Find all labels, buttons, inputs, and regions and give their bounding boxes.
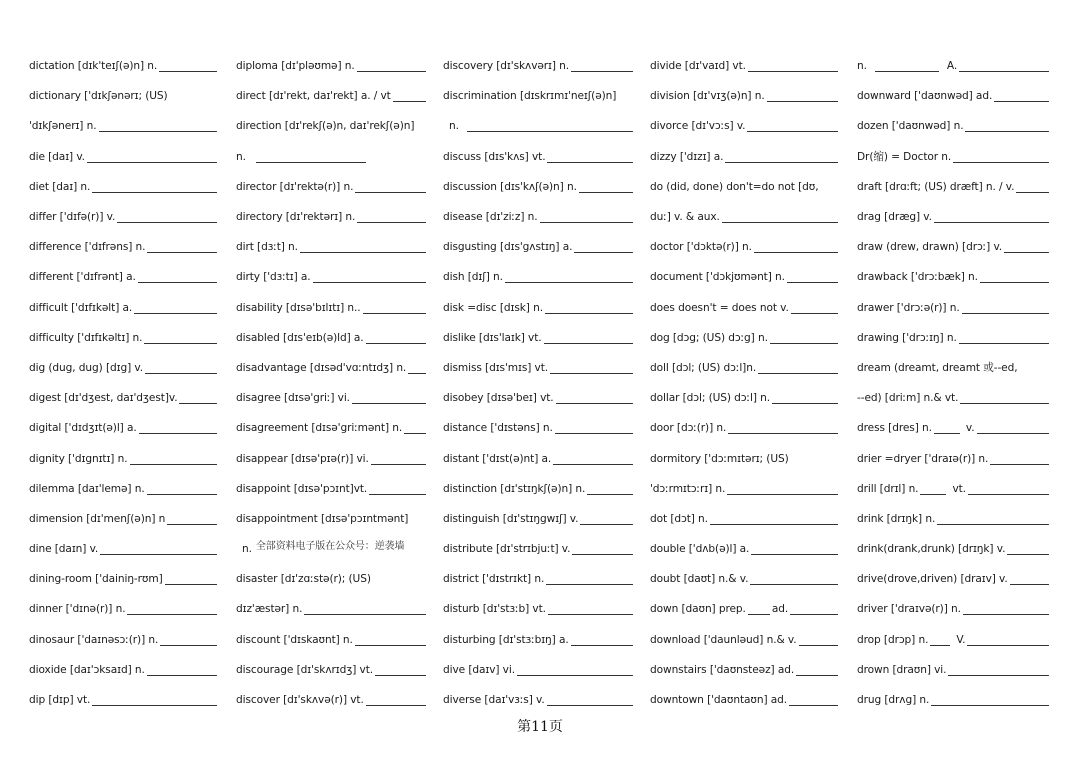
answer-blank[interactable]	[355, 191, 426, 193]
answer-blank[interactable]	[375, 674, 426, 676]
answer-blank[interactable]	[256, 161, 366, 163]
entry-discrimination: discrimination [dɪskrɪmɪ'neɪʃ(ə)n]	[443, 90, 617, 103]
entry-disaster-cont: dɪz'æstər] n.	[236, 594, 428, 624]
answer-blank[interactable]	[87, 161, 217, 163]
entry-dozen: dozen ['daʊnwəd] n.	[857, 111, 1051, 141]
entry-downward: downward ['daʊnwəd] ad.	[857, 81, 1051, 111]
answer-blank[interactable]	[147, 493, 217, 495]
entry-disagreement: disagreement [dɪsə'griːmənt] n.	[236, 413, 428, 443]
column-4	[650, 51, 840, 715]
answer-blank[interactable]	[366, 342, 426, 344]
entry-disabled: disabled [dɪs'eɪb(ə)ld] a.	[236, 323, 428, 353]
answer-blank[interactable]	[371, 463, 426, 465]
answer-blank[interactable]	[770, 342, 838, 344]
answer-blank[interactable]	[758, 372, 838, 374]
answer-blank[interactable]	[363, 312, 426, 314]
answer-blank[interactable]	[165, 583, 217, 585]
entry-n-cont: n. A.	[857, 51, 1051, 81]
answer-blank[interactable]	[544, 342, 633, 344]
answer-blank[interactable]	[579, 191, 633, 193]
answer-blank[interactable]	[366, 704, 426, 706]
entry-disappointment-cont: n. 全部资料电子版在公众号：逆袭墙	[236, 534, 428, 564]
answer-blank[interactable]	[962, 312, 1049, 314]
answer-blank[interactable]	[580, 523, 633, 525]
answer-blank[interactable]	[404, 432, 426, 434]
entry-drawback: drawback ['drɔːbæk] n.	[857, 262, 1051, 292]
answer-blank[interactable]	[357, 70, 426, 72]
entry-diploma: diploma [dɪ'pləʊmə] n.	[236, 51, 428, 81]
answer-blank[interactable]	[722, 221, 838, 223]
answer-blank[interactable]	[92, 704, 217, 706]
entry-diverse: diverse [daɪ'vɜːs] v.	[443, 685, 635, 715]
entry-digest: digest [dɪ'dʒest, daɪ'dʒest]v.	[29, 383, 219, 413]
page-number: 第11页	[517, 719, 563, 735]
answer-blank[interactable]	[772, 402, 838, 404]
answer-blank[interactable]	[130, 463, 218, 465]
entry-dormitory: dormitory ['dɔːmɪtərɪ; (US)	[650, 452, 789, 465]
entry-downstairs: downstairs ['daʊnsteəz] ad.	[650, 655, 840, 685]
entry-does: does doesn't = does not v.	[650, 293, 840, 323]
answer-blank[interactable]	[994, 100, 1049, 102]
entry-doll: doll [dɔl; (US) dɔːl]n.	[650, 353, 840, 383]
entry-drive: drive(drove,driven) [draɪv] v.	[857, 564, 1051, 594]
answer-blank[interactable]	[100, 553, 217, 555]
entry-dress: dress [dres] n. v.	[857, 413, 1051, 443]
entry-dip: dip [dɪp] vt.	[29, 685, 219, 715]
answer-blank[interactable]	[571, 644, 633, 646]
answer-blank[interactable]	[127, 613, 217, 615]
entry-dirty: dirty ['dɜːtɪ] a.	[236, 262, 428, 292]
entry-drown: drown [draʊn] vi.	[857, 655, 1051, 685]
entry-downtown: downtown ['daʊntaʊn] ad.	[650, 685, 840, 715]
entry-dive: dive [daɪv] vi.	[443, 655, 635, 685]
entry-discourage: discourage [dɪ'skʌrɪdʒ] vt.	[236, 655, 428, 685]
entry-dictation: dictation [dɪk'teɪʃ(ə)n] n.	[29, 51, 219, 81]
entry-disagree: disagree [dɪsə'griː] vi.	[236, 383, 428, 413]
answer-blank[interactable]	[967, 644, 1049, 646]
entry-distribute: distribute [dɪ'strɪbjuːt] v.	[443, 534, 635, 564]
entry-discovery: discovery [dɪ'skʌvərɪ] n.	[443, 51, 635, 81]
entry-distance: distance ['dɪstəns] n.	[443, 413, 635, 443]
answer-blank[interactable]	[789, 704, 838, 706]
entry-divide: divide [dɪ'vaɪd] vt.	[650, 51, 840, 81]
answer-blank[interactable]	[467, 130, 633, 132]
entry-drawer: drawer ['drɔːə(r)] n.	[857, 293, 1051, 323]
entry-dollar: dollar [dɔl; (US) dɔːl] n.	[650, 383, 840, 413]
entry-disturbing: disturbing [dɪ'stɜːbɪŋ] a.	[443, 625, 635, 655]
entry-differ: differ ['dɪfə(r)] v.	[29, 202, 219, 232]
answer-blank[interactable]	[144, 342, 217, 344]
answer-blank[interactable]	[728, 432, 838, 434]
entry-dr: Dr(缩) = Doctor n.	[857, 142, 1051, 172]
answer-blank[interactable]	[517, 674, 633, 676]
entry-district: district ['dɪstrɪkt] n.	[443, 564, 635, 594]
answer-blank[interactable]	[555, 432, 633, 434]
entry-discuss: discuss [dɪs'kʌs] vt.	[443, 142, 635, 172]
entry-distinguish: distinguish [dɪ'stɪŋgwɪʃ] v.	[443, 504, 635, 534]
entry-difficulty: difficulty ['dɪfɪkəltɪ] n.	[29, 323, 219, 353]
answer-blank[interactable]	[571, 70, 633, 72]
answer-blank[interactable]	[931, 704, 1049, 706]
entry-disaster: disaster [dɪ'zɑːstə(r); (US)	[236, 573, 371, 586]
answer-blank[interactable]	[147, 251, 217, 253]
answer-blank[interactable]	[553, 463, 633, 465]
answer-blank[interactable]	[313, 281, 426, 283]
entry-dilemma: dilemma [daɪ'lemə] n.	[29, 474, 219, 504]
entry-digital: digital ['dɪdʒɪt(ə)l] a.	[29, 413, 219, 443]
answer-blank[interactable]	[963, 613, 1049, 615]
entry-dream: dream (dreamt, dreamt 或--ed,	[857, 362, 1018, 375]
answer-blank[interactable]	[959, 70, 1049, 72]
answer-blank[interactable]	[953, 161, 1049, 163]
answer-blank[interactable]	[787, 281, 838, 283]
entry-difficult: difficult ['dɪfɪkəlt] a.	[29, 293, 219, 323]
column-1	[29, 51, 219, 715]
entry-direction: direction [dɪ'rekʃ(ə)n, daɪ'rekʃ(ə)n]	[236, 120, 415, 133]
entry-dot: dot [dɔt] n.	[650, 504, 840, 534]
answer-blank[interactable]	[138, 281, 217, 283]
answer-blank[interactable]	[393, 100, 426, 102]
entry-disturb: disturb [dɪ'stɜːb] vt.	[443, 594, 635, 624]
entry-different: different ['dɪfrənt] a.	[29, 262, 219, 292]
entry-doubt: doubt [daʊt] n.& v.	[650, 564, 840, 594]
answer-blank[interactable]	[968, 493, 1049, 495]
entry-draw: draw (drew, drawn) [drɔː] v.	[857, 232, 1051, 262]
answer-blank[interactable]	[159, 70, 217, 72]
answer-blank[interactable]	[948, 674, 1049, 676]
entry-direction-cont: n.	[236, 142, 428, 172]
answer-blank[interactable]	[727, 493, 838, 495]
entry-discussion: discussion [dɪs'kʌʃ(ə)n] n.	[443, 172, 635, 202]
answer-blank[interactable]	[167, 523, 217, 525]
answer-blank[interactable]	[791, 312, 838, 314]
entry-drop: drop [drɔp] n. V.	[857, 625, 1051, 655]
answer-blank[interactable]	[1016, 191, 1049, 193]
answer-blank[interactable]	[548, 613, 633, 615]
answer-blank[interactable]	[990, 463, 1049, 465]
entry-drink-n: drink [drɪŋk] n.	[857, 504, 1051, 534]
entry-distinction: distinction [dɪ'stɪŋkʃ(ə)n] n.	[443, 474, 635, 504]
answer-blank[interactable]	[556, 402, 633, 404]
entry-download: download ['daunləud] n.& v.	[650, 625, 840, 655]
answer-blank[interactable]	[550, 372, 633, 374]
entry-do: do (did, done) don't=do not [dʊ,	[650, 180, 819, 193]
answer-blank[interactable]	[540, 221, 633, 223]
entry-dream-cont: --ed) [driːm] n.& vt.	[857, 383, 1051, 413]
entry-dining-room: dining-room ['dainiŋ-rʊm]	[29, 564, 219, 594]
entry-direct: direct [dɪ'rekt, daɪ'rekt] a. / vt	[236, 81, 428, 111]
answer-blank[interactable]	[587, 493, 633, 495]
answer-blank[interactable]	[1004, 251, 1049, 253]
entry-disk: disk =disc [dɪsk] n.	[443, 293, 635, 323]
entry-disappointment: disappointment [dɪsə'pɔɪntmənt]	[236, 512, 409, 525]
entry-dignity: dignity ['dɪgnɪtɪ] n.	[29, 443, 219, 473]
entry-dislike: dislike [dɪs'laɪk] vt.	[443, 323, 635, 353]
answer-blank[interactable]	[179, 402, 217, 404]
answer-blank[interactable]	[937, 523, 1049, 525]
watermark: 全部资料电子版在公众号：逆袭墙	[255, 540, 405, 552]
entry-disadvantage: disadvantage [dɪsəd'vɑːntɪdʒ] n.	[236, 353, 428, 383]
answer-blank[interactable]	[352, 402, 426, 404]
answer-blank[interactable]	[980, 281, 1049, 283]
answer-blank[interactable]	[545, 312, 633, 314]
entry-dig: dig (dug, dug) [dɪg] v.	[29, 353, 219, 383]
answer-blank[interactable]	[408, 372, 426, 374]
entry-division: division [dɪ'vɪʒ(ə)n] n.	[650, 81, 840, 111]
entry-drier: drier =dryer ['draɪə(r)] n.	[857, 443, 1051, 473]
entry-dinner: dinner ['dɪnə(r)] n.	[29, 594, 219, 624]
entry-doctor: doctor ['dɔktə(r)] n.	[650, 232, 840, 262]
answer-blank[interactable]	[574, 251, 633, 253]
answer-blank[interactable]	[147, 674, 217, 676]
answer-blank[interactable]	[799, 644, 838, 646]
answer-blank[interactable]	[790, 613, 838, 615]
answer-blank[interactable]	[747, 130, 838, 132]
entry-difference: difference ['dɪfrəns] n.	[29, 232, 219, 262]
answer-blank[interactable]	[572, 553, 633, 555]
entry-disability: disability [dɪsə'bɪlɪtɪ] n..	[236, 293, 428, 323]
entry-discount: discount ['dɪskaʊnt] n.	[236, 625, 428, 655]
answer-blank[interactable]	[117, 221, 217, 223]
answer-blank[interactable]	[959, 342, 1049, 344]
entry-dictionary-cont: 'dɪkʃənerɪ] n.	[29, 111, 219, 141]
entry-disappoint: disappoint [dɪsə'pɔɪnt]vt.	[236, 474, 428, 504]
entry-disobey: disobey [dɪsə'beɪ] vt.	[443, 383, 635, 413]
entry-do-cont: duː] v. & aux.	[650, 202, 840, 232]
answer-blank[interactable]	[960, 402, 1049, 404]
column-5	[857, 51, 1051, 715]
entry-draft: draft [drɑːft; (US) dræft] n. / v.	[857, 172, 1051, 202]
answer-blank[interactable]	[145, 372, 217, 374]
answer-blank[interactable]	[750, 583, 838, 585]
entry-directory: directory [dɪ'rektərɪ] n.	[236, 202, 428, 232]
answer-blank[interactable]	[965, 130, 1049, 132]
entry-dormitory-cont: 'dɔːrmɪtɔːrɪ] n.	[650, 474, 840, 504]
answer-blank[interactable]	[369, 493, 426, 495]
entry-driver: driver ['draɪvə(r)] n.	[857, 594, 1051, 624]
entry-dizzy: dizzy ['dɪzɪ] a.	[650, 142, 840, 172]
entry-dog: dog [dɔg; (US) dɔːg] n.	[650, 323, 840, 353]
answer-blank[interactable]	[934, 221, 1049, 223]
answer-blank[interactable]	[754, 251, 838, 253]
entry-die: die [daɪ] v.	[29, 142, 219, 172]
answer-blank[interactable]	[546, 583, 633, 585]
answer-blank[interactable]	[710, 523, 838, 525]
entry-document: document ['dɔkjʊmənt] n.	[650, 262, 840, 292]
answer-blank[interactable]	[748, 613, 770, 615]
entry-director: director [dɪ'rektə(r)] n.	[236, 172, 428, 202]
entry-discover: discover [dɪ'skʌvə(r)] vt.	[236, 685, 428, 715]
entry-dirt: dirt [dɜːt] n.	[236, 232, 428, 262]
answer-blank[interactable]	[930, 644, 950, 646]
answer-blank[interactable]	[875, 70, 939, 72]
entry-dine: dine [daɪn] v.	[29, 534, 219, 564]
answer-blank[interactable]	[300, 251, 426, 253]
entry-down: down [daʊn] prep. ad.	[650, 594, 840, 624]
entry-double: double ['dʌb(ə)l] a.	[650, 534, 840, 564]
entry-discrimination-cont: n.	[443, 111, 635, 141]
answer-blank[interactable]	[767, 100, 838, 102]
answer-blank[interactable]	[547, 161, 633, 163]
answer-blank[interactable]	[139, 432, 217, 434]
answer-blank[interactable]	[304, 613, 426, 615]
entry-drink-v: drink(drank,drunk) [drɪŋk] v.	[857, 534, 1051, 564]
answer-blank[interactable]	[725, 161, 838, 163]
entry-disgusting: disgusting [dɪs'gʌstɪŋ] a.	[443, 232, 635, 262]
answer-blank[interactable]	[1010, 583, 1049, 585]
entry-distant: distant ['dɪst(ə)nt] a.	[443, 443, 635, 473]
entry-diet: diet [daɪ] n.	[29, 172, 219, 202]
answer-blank[interactable]	[92, 191, 217, 193]
answer-blank[interactable]	[751, 553, 838, 555]
entry-drill: drill [drɪl] n. vt.	[857, 474, 1051, 504]
answer-blank[interactable]	[977, 432, 1050, 434]
answer-blank[interactable]	[796, 674, 838, 676]
entry-drag: drag [dræg] v.	[857, 202, 1051, 232]
entry-disease: disease [dɪ'ziːz] n.	[443, 202, 635, 232]
answer-blank[interactable]	[160, 644, 217, 646]
answer-blank[interactable]	[920, 493, 946, 495]
entry-dictionary: dictionary ['dɪkʃənərɪ; (US)	[29, 90, 168, 103]
answer-blank[interactable]	[99, 130, 218, 132]
entry-drawing: drawing ['drɔːɪŋ] n.	[857, 323, 1051, 353]
entry-door: door [dɔː(r)] n.	[650, 413, 840, 443]
entry-dioxide: dioxide [daɪ'ɔksaɪd] n.	[29, 655, 219, 685]
entry-dish: dish [dɪʃ] n.	[443, 262, 635, 292]
answer-blank[interactable]	[134, 312, 217, 314]
answer-blank[interactable]	[1007, 553, 1049, 555]
entry-disappear: disappear [dɪsə'pɪə(r)] vi.	[236, 443, 428, 473]
answer-blank[interactable]	[547, 704, 633, 706]
entry-drug: drug [drʌg] n.	[857, 685, 1051, 715]
answer-blank[interactable]	[357, 221, 426, 223]
answer-blank[interactable]	[934, 432, 960, 434]
entry-dismiss: dismiss [dɪs'mɪs] vt.	[443, 353, 635, 383]
entry-dimension: dimension [dɪ'menʃ(ə)n] n	[29, 504, 219, 534]
entry-dinosaur: dinosaur ['daɪnəsɔː(r)] n.	[29, 625, 219, 655]
column-3	[443, 51, 635, 715]
entry-divorce: divorce [dɪ'vɔːs] v.	[650, 111, 840, 141]
column-2	[236, 51, 428, 715]
answer-blank[interactable]	[748, 70, 838, 72]
answer-blank[interactable]	[505, 281, 633, 283]
answer-blank[interactable]	[355, 644, 426, 646]
